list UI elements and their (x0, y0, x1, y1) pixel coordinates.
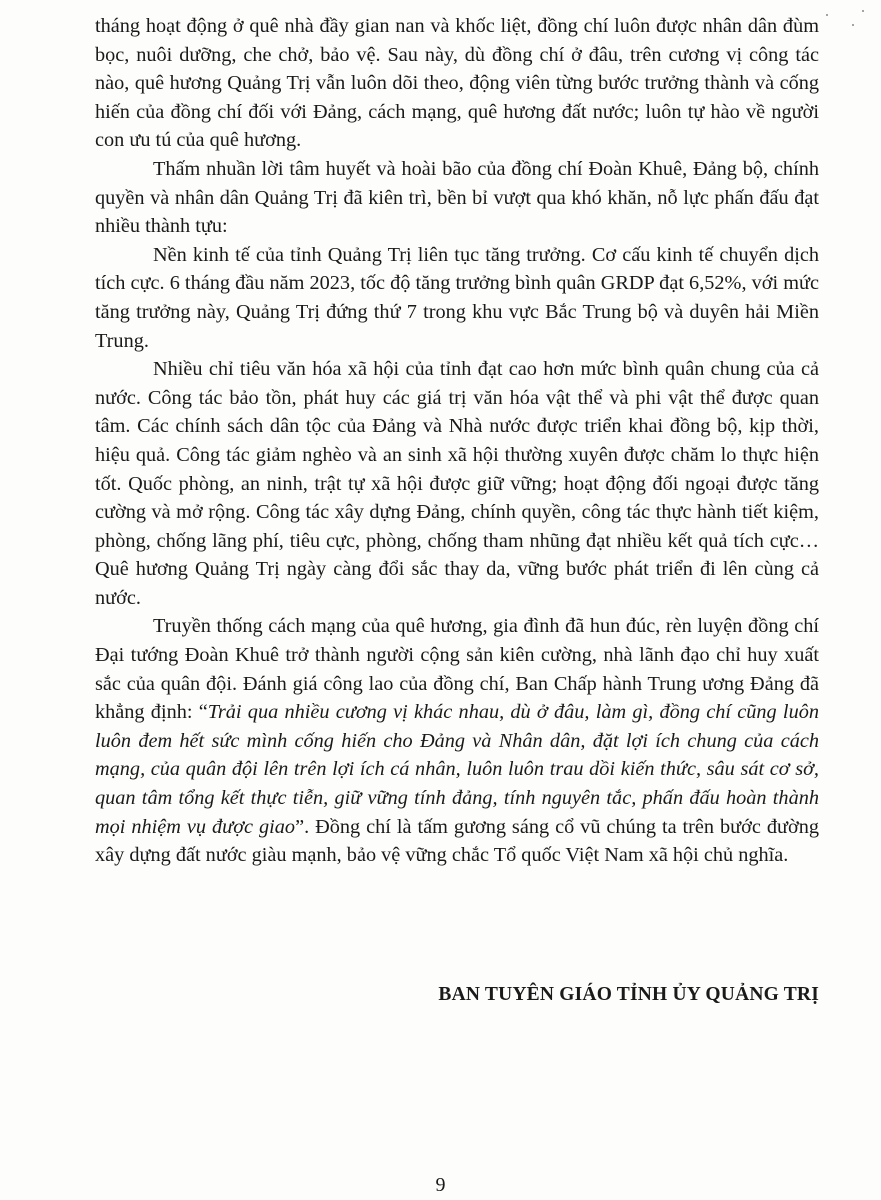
paragraph-3: Nền kinh tế của tỉnh Quảng Trị liên tục tăng trưởng. Cơ cấu kinh tế chuyển dịch tích cực. 6 tháng đầu năm 2023, tốc độ tăng trưởng bình quân GRDP đạt 6,52%, với mức tăng trưởng này, Quảng Trị đứng thứ 7 trong khu vực Bắc Trung bộ và duyên hải Miền Trung. (95, 243, 819, 352)
scan-speck (826, 14, 828, 16)
paragraph-1: tháng hoạt động ở quê nhà đầy gian nan và khốc liệt, đồng chí luôn được nhân dân đùm bọc, nuôi dưỡng, che chở, bảo vệ. Sau này, dù đồng chí ở đâu, trên cương vị công tác nào, quê hương Quảng Trị vẫn luôn dõi theo, động viên từng bước trưởng thành và cống hiến của đồng chí đối với Đảng, cách mạng, quê hương đất nước; luôn tự hào về người con ưu tú của quê hương. (95, 15, 819, 152)
signature: BAN TUYÊN GIÁO TỈNH ỦY QUẢNG TRỊ (438, 984, 819, 1005)
central-committee-quote: Trải qua nhiều cương vị khác nhau, dù ở đâu, làm gì, đồng chí cũng luôn luôn đem hết sức mình cống hiến cho Đảng và Nhân dân, đặt lợi ích chung của cách mạng, của quân đội lên trên lợi ích cá nhân, luôn luôn trau dồi kiến thức, sâu sát cơ sở, quan tâm tổng kết thực tiễn, giữ vững tính đảng, tính nguyên tắc, phấn đấu hoàn thành mọi nhiệm vụ được giao (95, 701, 819, 838)
page-number: 9 (435, 1174, 446, 1196)
paragraph-5-intro: Truyền thống cách mạng của quê hương, gia đình đã hun đúc, rèn luyện đồng chí Đại tướng Đoàn Khuê trở thành người cộng sản kiên cường, nhà lãnh đạo chỉ huy xuất sắc của quân đội. Đánh giá công lao của đồng chí, Ban Chấp hành Trung ương Đảng đã khẳng định: “ (95, 615, 819, 724)
scan-speck (852, 24, 854, 26)
paragraph-4: Nhiều chỉ tiêu văn hóa xã hội của tỉnh đạt cao hơn mức bình quân chung của cả nước. Công tác bảo tồn, phát huy các giá trị văn hóa vật thể và phi vật thể được quan tâm. Các chính sách dân tộc của Đảng và Nhà nước được triển khai đồng bộ, kịp thời, hiệu quả. Công tác giảm nghèo và an sinh xã hội thường xuyên được chăm lo thực hiện tốt. Quốc phòng, an ninh, trật tự xã hội được giữ vững; hoạt động đối ngoại được tăng cường và mở rộng. Công tác xây dựng Đảng, chính quyền, công tác thực hành tiết kiệm, phòng, chống lãng phí, tiêu cực, phòng, chống tham nhũng đạt nhiều kết quả tích cực… Quê hương Quảng Trị ngày càng đổi sắc thay da, vững bước phát triển đi lên cùng cả nước. (95, 358, 819, 609)
scan-speck (862, 10, 864, 12)
paragraph-2: Thấm nhuần lời tâm huyết và hoài bão của đồng chí Đoàn Khuê, Đảng bộ, chính quyền và nhân dân Quảng Trị đã kiên trì, bền bỉ vượt qua khó khăn, nỗ lực phấn đấu đạt nhiều thành tựu: (95, 157, 819, 238)
body-text (95, 12, 819, 870)
paragraph-5-closing: ”. Đồng chí là tấm gương sáng cổ vũ chúng ta trên bước đường xây dựng đất nước giàu mạnh, bảo vệ vững chắc Tổ quốc Việt Nam xã hội chủ nghĩa. (95, 815, 819, 867)
paragraph-5 (95, 612, 819, 869)
